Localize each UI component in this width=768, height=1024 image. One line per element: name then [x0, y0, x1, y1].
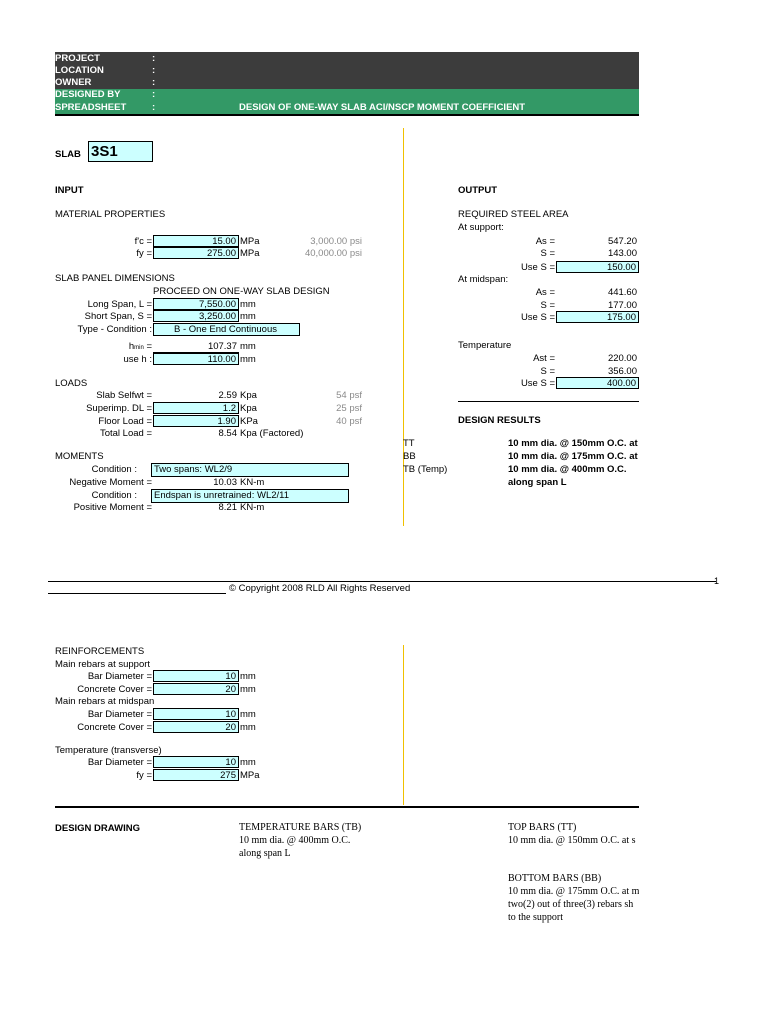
location-label: LOCATION	[55, 65, 104, 76]
selfwt-unit: Kpa	[240, 390, 257, 401]
project-colon: :	[152, 53, 156, 64]
drawing-rule	[55, 806, 639, 808]
designed-by-label: DESIGNED BY	[55, 89, 121, 100]
fy-unit: MPa	[240, 248, 260, 259]
temp-bar-unit: mm	[240, 757, 256, 768]
mid-use-s-label: Use S =	[520, 312, 555, 323]
at-support-label: At support:	[458, 222, 504, 233]
support-bar-field[interactable]: 10	[153, 670, 239, 682]
at-midspan-label: At midspan:	[458, 274, 509, 285]
mid-as-label: As =	[535, 287, 555, 298]
spreadsheet-label: SPREADSHEET	[55, 102, 127, 113]
fc-label: f'c =	[134, 236, 152, 247]
result-text-tb: 10 mm dia. @ 400mm O.C.	[508, 464, 627, 475]
tb-line2: along span L	[239, 848, 291, 859]
neg-moment-label: Negative Moment =	[69, 477, 152, 488]
support-s-value: 143.00	[607, 248, 637, 259]
short-span-label: Short Span, S =	[84, 311, 152, 322]
fc-field[interactable]: 15.00	[153, 235, 239, 247]
result-code-bb: BB	[403, 451, 416, 462]
temp-s-value: 356.00	[607, 366, 637, 377]
temp-s-label: S =	[540, 366, 555, 377]
long-span-field[interactable]: 7,550.00	[153, 298, 239, 310]
temp-use-s-field[interactable]: 400.00	[556, 377, 639, 389]
pos-condition-label: Condition :	[91, 490, 137, 501]
temperature-label: Temperature	[458, 340, 512, 351]
mid-use-s-field[interactable]: 175.00	[556, 311, 639, 323]
header-rule	[55, 114, 639, 116]
column-divider-bottom	[403, 645, 404, 805]
owner-colon: :	[152, 77, 156, 88]
support-use-s-label: Use S =	[520, 262, 555, 273]
midspan-rebars-label: Main rebars at midspan	[55, 696, 155, 707]
fc-psi: 3,000.00 psi	[310, 236, 362, 247]
floor-load-unit: KPa	[240, 416, 258, 427]
mid-s-label: S =	[540, 300, 555, 311]
hmin-value: 107.37	[207, 341, 237, 352]
selfwt-label: Slab Selfwt =	[96, 390, 152, 401]
support-as-value: 547.20	[607, 236, 637, 247]
tb-title: TEMPERATURE BARS (TB)	[239, 822, 362, 833]
mid-cover-unit: mm	[240, 722, 256, 733]
designed-by-colon: :	[152, 89, 156, 100]
result-text-along: along span L	[508, 477, 567, 488]
sheet-title: DESIGN OF ONE-WAY SLAB ACI/NSCP MOMENT COEFFICIENT	[239, 102, 526, 113]
selfwt-psf: 54 psf	[336, 390, 362, 401]
owner-label: OWNER	[55, 77, 92, 88]
superimp-field[interactable]: 1.2	[153, 402, 239, 414]
temp-use-s-label: Use S =	[520, 378, 555, 389]
support-bar-label: Bar Diameter =	[87, 671, 152, 682]
slab-id-field[interactable]: 3S1	[88, 141, 153, 162]
tt-title: TOP BARS (TT)	[508, 822, 577, 833]
temp-bar-label: Bar Diameter =	[87, 757, 152, 768]
slab-label: SLAB	[55, 149, 81, 160]
bb-line1: 10 mm dia. @ 175mm O.C. at m	[508, 886, 639, 897]
result-code-tb: TB (Temp)	[403, 464, 448, 475]
support-cover-label: Concrete Cover =	[77, 684, 152, 695]
page-number: 1	[714, 576, 720, 586]
footer-rule-bottom	[48, 593, 226, 594]
input-heading: INPUT	[55, 185, 84, 196]
pos-moment-label: Positive Moment =	[73, 502, 152, 513]
mid-bar-field[interactable]: 10	[153, 708, 239, 720]
spreadsheet-colon: :	[152, 102, 156, 113]
support-s-label: S =	[540, 248, 555, 259]
temp-ast-label: Ast =	[533, 353, 555, 364]
support-use-s-field[interactable]: 150.00	[556, 261, 639, 273]
steel-heading: REQUIRED STEEL AREA	[458, 209, 569, 220]
mid-bar-unit: mm	[240, 709, 256, 720]
output-rule	[458, 401, 639, 402]
hmin-label: hmin =	[128, 341, 152, 352]
floor-load-field[interactable]: 1.90	[153, 415, 239, 427]
temp-fy-field[interactable]: 275	[153, 769, 239, 781]
neg-condition-select[interactable]: Two spans: WL2/9	[151, 463, 349, 477]
type-condition-select[interactable]: B - One End Continuous	[153, 323, 300, 336]
long-span-unit: mm	[240, 299, 256, 310]
temp-bar-field[interactable]: 10	[153, 756, 239, 768]
use-h-field[interactable]: 110.00	[153, 353, 239, 365]
support-cover-field[interactable]: 20	[153, 683, 239, 695]
neg-condition-label: Condition :	[91, 464, 137, 475]
long-span-label: Long Span, L =	[87, 299, 152, 310]
support-as-label: As =	[535, 236, 555, 247]
results-heading: DESIGN RESULTS	[458, 415, 541, 426]
superimp-label: Superimp. DL =	[86, 403, 152, 414]
proceed-note: PROCEED ON ONE-WAY SLAB DESIGN	[153, 286, 330, 297]
fc-unit: MPa	[240, 236, 260, 247]
tt-line1: 10 mm dia. @ 150mm O.C. at s	[508, 835, 636, 846]
neg-moment-unit: KN-m	[240, 477, 265, 488]
fy-psi: 40,000.00 psi	[304, 248, 362, 259]
fy-field[interactable]: 275.00	[153, 247, 239, 259]
selfwt-value: 2.59	[218, 390, 237, 401]
temp-ast-value: 220.00	[607, 353, 637, 364]
reinforcements-heading: REINFORCEMENTS	[55, 646, 145, 657]
floor-load-label: Floor Load =	[98, 416, 152, 427]
footer-rule-top	[48, 581, 716, 582]
short-span-field[interactable]: 3,250.00	[153, 310, 239, 322]
support-bar-unit: mm	[240, 671, 256, 682]
use-h-unit: mm	[240, 354, 256, 365]
type-label: Type - Condition :	[77, 324, 152, 335]
temp-fy-label: fy =	[136, 770, 152, 781]
result-text-tt: 10 mm dia. @ 150mm O.C. at	[508, 438, 638, 449]
superimp-psf: 25 psf	[336, 403, 362, 414]
pos-moment-value: 8.21	[218, 502, 237, 513]
panel-heading: SLAB PANEL DIMENSIONS	[55, 273, 175, 284]
bb-line3: to the support	[508, 912, 563, 923]
output-heading: OUTPUT	[458, 185, 498, 196]
temp-fy-unit: MPa	[240, 770, 260, 781]
bb-title: BOTTOM BARS (BB)	[508, 873, 602, 884]
mid-s-value: 177.00	[607, 300, 637, 311]
loads-heading: LOADS	[55, 378, 88, 389]
location-colon: :	[152, 65, 156, 76]
neg-moment-value: 10.03	[213, 477, 237, 488]
superimp-unit: Kpa	[240, 403, 257, 414]
floor-load-psf: 40 psf	[336, 416, 362, 427]
moments-heading: MOMENTS	[55, 451, 104, 462]
total-load-value: 8.54	[218, 428, 237, 439]
short-span-unit: mm	[240, 311, 256, 322]
hmin-unit: mm	[240, 341, 256, 352]
mid-cover-label: Concrete Cover =	[77, 722, 152, 733]
mid-bar-label: Bar Diameter =	[87, 709, 152, 720]
pos-condition-select[interactable]: Endspan is unretrained: WL2/11	[151, 489, 349, 503]
pos-moment-unit: KN-m	[240, 502, 265, 513]
result-text-bb: 10 mm dia. @ 175mm O.C. at	[508, 451, 638, 462]
tb-line1: 10 mm dia. @ 400mm O.C.	[239, 835, 351, 846]
mid-as-value: 441.60	[607, 287, 637, 298]
result-code-tt: TT	[403, 438, 415, 449]
support-cover-unit: mm	[240, 684, 256, 695]
temp-rebars-label: Temperature (transverse)	[55, 745, 162, 756]
bb-line2: two(2) out of three(3) rebars sh	[508, 899, 634, 910]
drawing-heading: DESIGN DRAWING	[55, 823, 140, 834]
total-load-label: Total Load =	[99, 428, 152, 439]
fy-label: fy =	[136, 248, 152, 259]
support-rebars-label: Main rebars at support	[55, 659, 151, 670]
copyright-text: © Copyright 2008 RLD All Rights Reserved	[229, 583, 411, 594]
total-load-unit: Kpa (Factored)	[240, 428, 304, 439]
use-h-label: use h :	[123, 354, 152, 365]
material-heading: MATERIAL PROPERTIES	[55, 209, 166, 220]
project-label: PROJECT	[55, 53, 100, 64]
mid-cover-field[interactable]: 20	[153, 721, 239, 733]
